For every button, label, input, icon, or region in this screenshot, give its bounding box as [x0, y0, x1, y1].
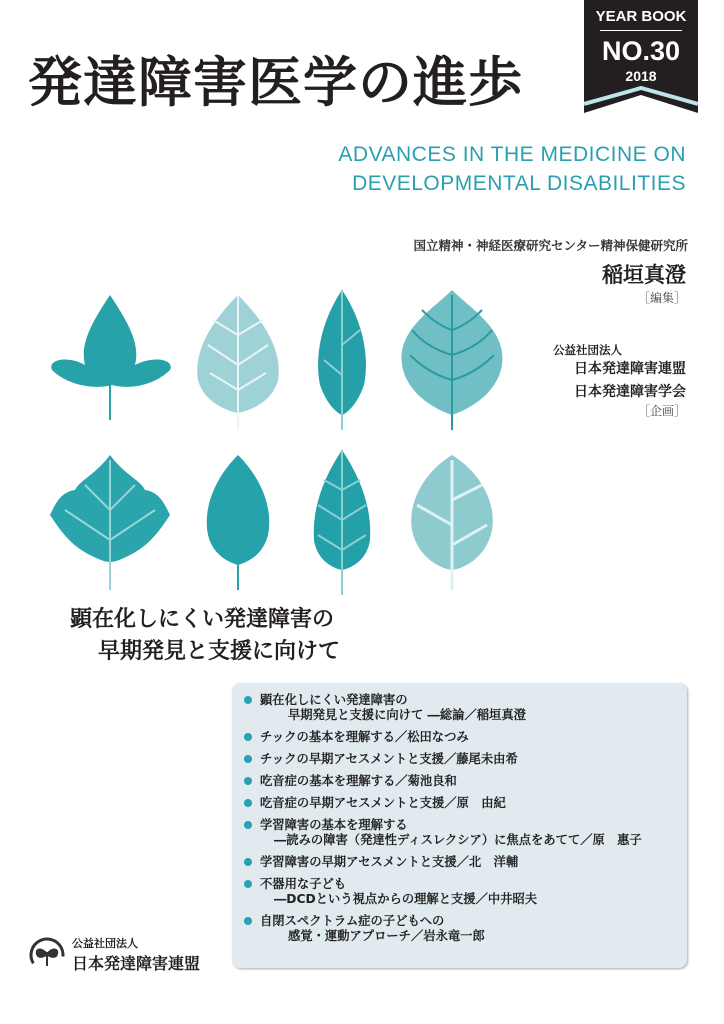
contents-item — [244, 855, 687, 870]
contents-line: 不器用な子ども — [260, 877, 347, 891]
contents-subline: ―DCDという視点からの理解と支援／中井昭夫 — [274, 892, 538, 906]
theme-line: 早期発見と支援に向けて — [98, 639, 341, 664]
leaf-icon — [402, 290, 503, 430]
contents-item — [244, 877, 687, 907]
leaf-icon — [197, 295, 279, 430]
contents-item — [244, 914, 687, 944]
contents-line: チックの基本を理解する／松田なつみ — [260, 730, 469, 744]
contents-item — [244, 730, 687, 745]
contents-line: 吃音症の早期アセスメントと支援／原 由紀 — [260, 796, 506, 810]
feature-theme — [70, 604, 340, 668]
planner-role: ［企画］ — [637, 404, 686, 418]
contents-line: 顕在化しにくい発達障害の — [260, 693, 408, 707]
institution: 国立精神・神経医療研究センター精神保健研究所 — [413, 238, 688, 253]
bullet-icon — [244, 858, 252, 866]
contents-line: チックの早期アセスメントと支援／藤尾未由希 — [260, 752, 518, 766]
logo-name: 日本発達障害連盟 — [72, 954, 201, 973]
editor-name: 稲垣真澄 — [602, 263, 686, 287]
contents-subline: 早期発見と支援に向けて ―総論／稲垣真澄 — [288, 708, 526, 722]
federation-emblem-icon — [28, 936, 66, 974]
english-title-line: ADVANCES IN THE MEDICINE ON — [338, 143, 686, 166]
bullet-icon — [244, 755, 252, 763]
leaf-icon — [314, 450, 371, 595]
badge-number: NO.30 — [601, 36, 681, 66]
contents-item — [244, 693, 687, 723]
english-title-line: DEVELOPMENTAL DISABILITIES — [352, 172, 686, 195]
bullet-icon — [244, 880, 252, 888]
contents-item — [244, 796, 687, 811]
logo-prefix: 公益社団法人 — [72, 937, 138, 950]
contents-line: 吃音症の基本を理解する／菊池良和 — [260, 774, 457, 788]
editor-role: ［編集］ — [637, 291, 686, 305]
contents-box — [232, 683, 687, 968]
bullet-icon — [244, 917, 252, 925]
book-title: 発達障害医学の進歩 — [28, 51, 523, 114]
theme-line: 顕在化しにくい発達障害の — [70, 607, 335, 632]
bullet-icon — [244, 733, 252, 741]
leaf-icon — [207, 455, 270, 590]
contents-subline: 感覚・運動アプローチ／岩永竜一郎 — [288, 929, 485, 943]
bullet-icon — [244, 799, 252, 807]
contents-item — [244, 818, 687, 848]
bullet-icon — [244, 696, 252, 704]
leaf-icon — [411, 455, 493, 590]
publisher-logo — [28, 935, 200, 974]
badge-year: 2018 — [625, 68, 657, 84]
planner-prefix: 公益社団法人 — [553, 343, 622, 357]
badge-divider — [600, 30, 682, 31]
contents-item — [244, 752, 687, 767]
badge-label: YEAR BOOK — [595, 8, 687, 25]
leaf-illustrations — [40, 285, 510, 595]
contents-line: 自閉スペクトラム症の子どもへの — [260, 914, 445, 928]
contents-list — [232, 683, 687, 944]
planner-org-2: 日本発達障害学会 — [574, 384, 686, 400]
leaf-icon — [50, 455, 170, 590]
leaf-icon — [318, 290, 366, 430]
bullet-icon — [244, 777, 252, 785]
contents-item — [244, 774, 687, 789]
contents-line: 学習障害の早期アセスメントと支援／北 洋輔 — [260, 855, 519, 869]
leaf-icon — [51, 295, 171, 420]
planner-org-1: 日本発達障害連盟 — [574, 361, 686, 377]
bullet-icon — [244, 821, 252, 829]
contents-line: 学習障害の基本を理解する — [260, 818, 408, 832]
contents-subline: ―読みの障害（発達性ディスレクシア）に焦点をあてて／原 惠子 — [274, 833, 642, 847]
yearbook-badge — [584, 0, 698, 114]
english-title — [338, 140, 686, 198]
